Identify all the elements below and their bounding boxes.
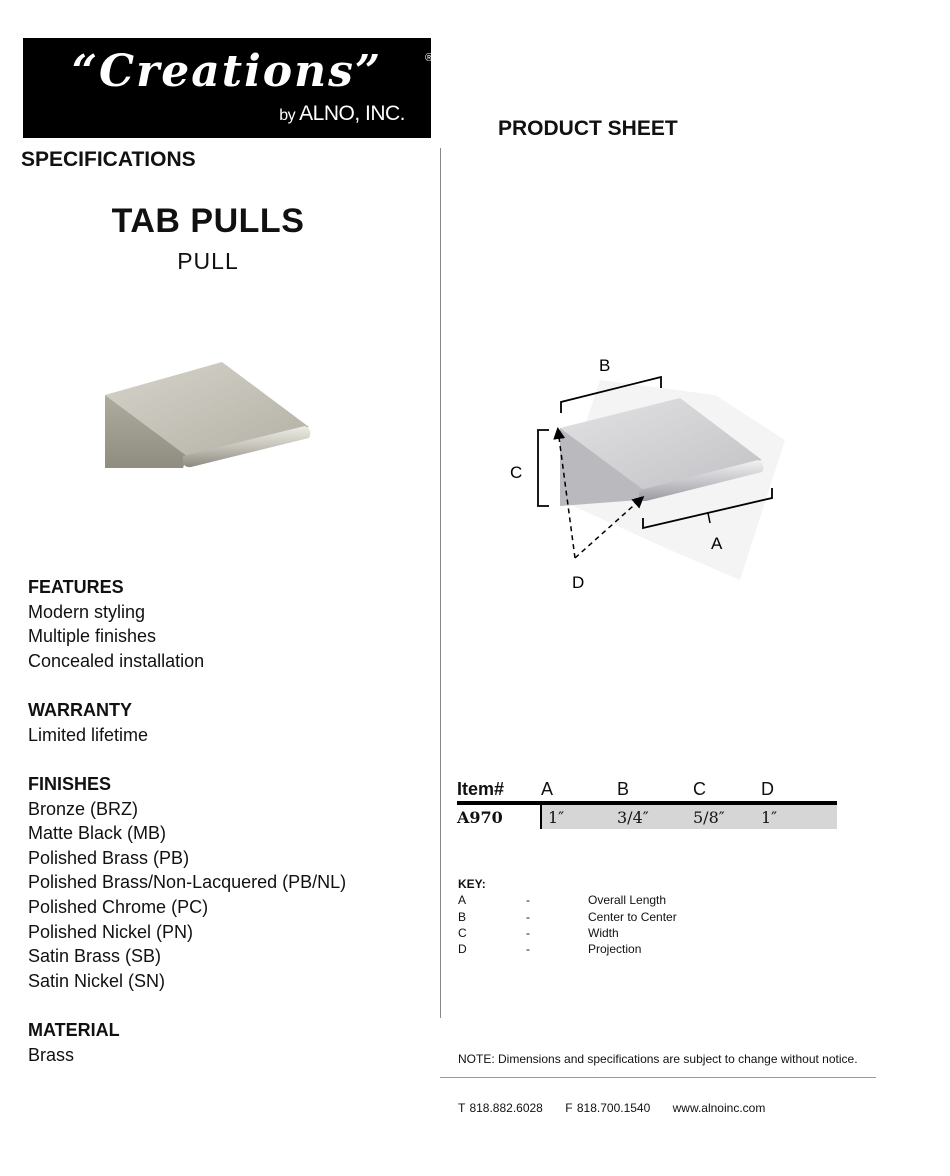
column-header-a: A: [541, 778, 554, 799]
column-divider: [440, 148, 441, 1018]
finish-item: Polished Chrome (PC): [28, 896, 209, 917]
key-dash: -: [526, 942, 530, 957]
features-section: [28, 575, 204, 673]
cell-d: 1″: [761, 803, 837, 829]
key-letter: D: [458, 942, 467, 957]
table-header-row: [457, 777, 837, 803]
table-row: [457, 803, 837, 829]
finish-item: Bronze (BRZ): [28, 798, 139, 819]
key-dash: -: [526, 909, 530, 924]
key-row: [458, 892, 758, 908]
warranty-item: Limited lifetime: [28, 724, 149, 745]
material-item: Brass: [28, 1044, 75, 1065]
warranty-section: [28, 698, 148, 747]
finishes-section: [28, 772, 346, 993]
key-description: Width: [588, 925, 619, 940]
finish-item: Polished Brass/Non-Lacquered (PB/NL): [28, 872, 347, 893]
cell-b: 3/4″: [617, 803, 693, 829]
dimension-label-b: B: [599, 356, 611, 375]
logo-company-name: ALNO, INC.: [299, 102, 405, 125]
logo-brand: “Creations”: [71, 46, 383, 97]
finish-item: Satin Nickel (SN): [28, 970, 166, 991]
website-link[interactable]: www.alnoinc.com: [672, 1101, 766, 1115]
phone-number: T 818.882.6028: [458, 1101, 543, 1115]
logo-company: [279, 102, 405, 126]
column-header-d: D: [761, 778, 774, 799]
key-letter: B: [458, 909, 467, 924]
key-description: Center to Center: [588, 909, 677, 924]
specifications-heading: SPECIFICATIONS: [21, 148, 196, 171]
product-subtitle: PULL: [177, 248, 239, 274]
logo: [23, 38, 434, 138]
product-photo: [95, 350, 320, 480]
key-heading: KEY:: [458, 877, 486, 891]
logo-by: by: [279, 107, 296, 124]
key-row: [458, 909, 758, 925]
cell-a: 1″: [541, 803, 617, 829]
cell-c: 5/8″: [693, 803, 761, 829]
key-dash: -: [526, 925, 530, 940]
key-letter: C: [458, 925, 467, 940]
dimension-label-c: C: [510, 463, 523, 482]
contact-info: [458, 1101, 783, 1115]
dimension-label-d: D: [572, 573, 585, 592]
key-row: [458, 941, 758, 957]
finish-item: Matte Black (MB): [28, 823, 167, 844]
key-description: Overall Length: [588, 893, 667, 908]
dimension-key: [458, 876, 758, 957]
features-heading: FEATURES: [28, 577, 124, 597]
feature-item: Concealed installation: [28, 650, 205, 671]
footer-divider: [440, 1077, 876, 1078]
column-header-c: C: [693, 778, 706, 799]
product-title: TAB PULLS: [111, 202, 305, 240]
key-letter: A: [458, 893, 467, 908]
key-row: [458, 925, 758, 941]
column-header-b: B: [617, 778, 630, 799]
warranty-heading: WARRANTY: [28, 700, 132, 720]
material-section: [28, 1018, 120, 1067]
cell-item-number: A970: [457, 803, 541, 829]
disclaimer-note: NOTE: Dimensions and specifications are subject to change without notice.: [458, 1052, 858, 1066]
key-dash: -: [526, 893, 530, 908]
finish-item: Polished Nickel (PN): [28, 921, 194, 942]
material-heading: MATERIAL: [28, 1020, 120, 1040]
feature-item: Modern styling: [28, 601, 146, 622]
dimension-label-a: A: [711, 534, 723, 553]
column-header-item: Item#: [457, 778, 505, 799]
logo-registered-mark: ®: [425, 52, 434, 64]
finish-item: Satin Brass (SB): [28, 946, 162, 967]
dimensions-table: [457, 777, 837, 829]
feature-item: Multiple finishes: [28, 626, 157, 647]
product-sheet-heading: PRODUCT SHEET: [498, 117, 678, 140]
finish-item: Polished Brass (PB): [28, 847, 190, 868]
key-description: Projection: [588, 942, 642, 957]
finishes-heading: FINISHES: [28, 774, 112, 794]
dimension-diagram: [500, 350, 790, 595]
fax-number: F 818.700.1540: [565, 1101, 651, 1115]
